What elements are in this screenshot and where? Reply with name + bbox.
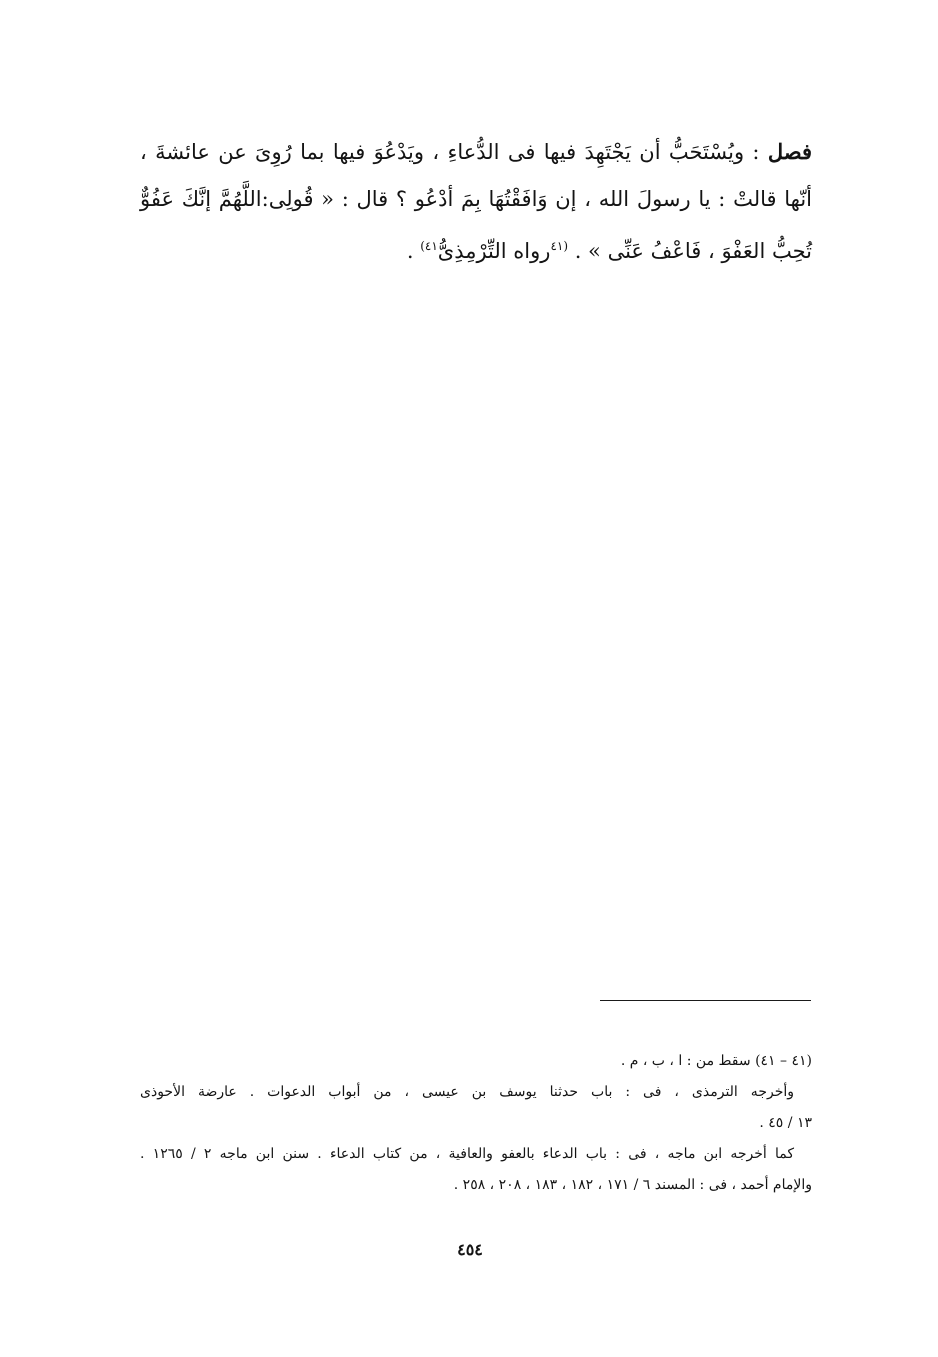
text-line-3: تُحِبُّ العَفْوَ ، فَاعْفُ عَنِّى » .	[574, 239, 812, 263]
footnote-ref-open: (٤١	[550, 239, 569, 253]
footnote-separator	[600, 1000, 811, 1001]
text-line-3-narrator: رواه التِّرْمِذِىُّ	[437, 239, 551, 263]
footnote-line-4: كما أخرجه ابن ماجه ، فى : باب الدعاء بالعفو والعافية ، من كتاب الدعاء . سنن ابن ماجه ٢ / ١٢٦٥ .	[140, 1146, 794, 1162]
main-text-block	[140, 128, 812, 275]
footnote-line-3: ١٣ / ٤٥ .	[759, 1115, 812, 1131]
section-heading: فصل	[767, 139, 812, 164]
footnotes-block	[140, 1046, 812, 1201]
footnote-line-1: (٤١ – ٤١) سقط من : ا ، ب ، م .	[620, 1053, 812, 1069]
footnote-ref-close: ٤١)	[420, 239, 438, 253]
text-line-1: : ويُسْتَحَبُّ أن يَجْتَهِدَ فيها فى الدُّعاءِ ، ويَدْعُوَ فيها بما رُوِىَ عن عائشةَ ،	[140, 140, 760, 164]
footnote-line-5: والإمام أحمد ، فى : المسند ٦ / ١٧١ ، ١٨٢ ، ١٨٣ ، ٢٠٨ ، ٢٥٨ .	[453, 1177, 812, 1193]
footnote-line-2: وأخرجه الترمذى ، فى : باب حدثنا يوسف بن عيسى ، من أبواب الدعوات . عارضة الأحوذى	[140, 1084, 794, 1100]
page-number: ٤٥٤	[457, 1240, 483, 1259]
text-line-2: أنّها قالتْ : يا رسولَ الله ، إن وَافَقْتُهَا بِمَ أدْعُو ؟ قال : « قُولِى:اللَّهُمَّ إنَّكَ عَفُوٌّ	[140, 187, 812, 211]
text-line-3-tail: .	[406, 239, 414, 263]
